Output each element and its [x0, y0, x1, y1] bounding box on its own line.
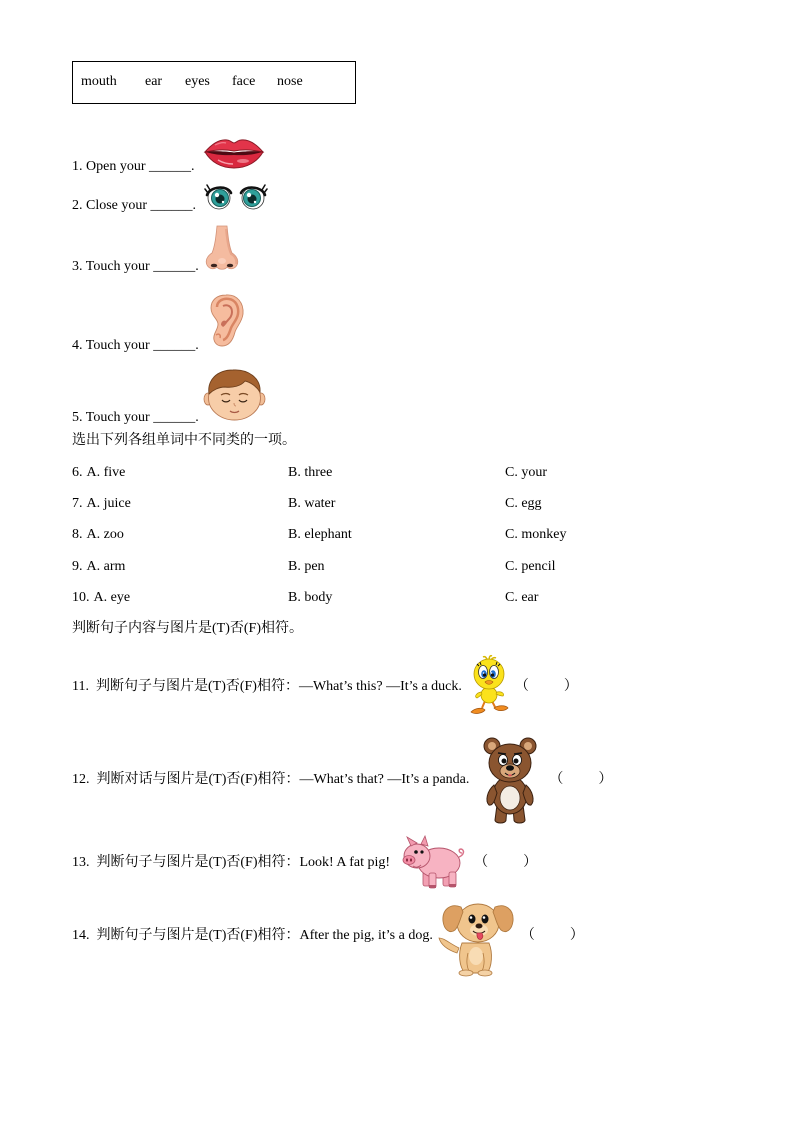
question-number: 7. — [72, 496, 83, 511]
question-number: 8. — [72, 527, 83, 542]
ear-icon — [207, 293, 245, 348]
section-instruction: 判断句子内容与图片是(T)否(F)相符。 — [72, 621, 303, 636]
question-number: 14. — [72, 928, 90, 943]
question-text: 5. Touch your ______. — [72, 410, 199, 425]
question-number: 9. — [72, 559, 83, 574]
face-icon — [203, 368, 266, 421]
question-text: 判断句子与图片是(T)否(F)相符：Look! A fat pig! — [96, 854, 391, 870]
option-text: A. zoo — [86, 527, 124, 542]
option-b: B. pen — [288, 559, 325, 574]
question-text: 2. Close your ______. — [72, 198, 197, 213]
word-bank-word: eyes — [185, 74, 210, 89]
word-bank — [72, 61, 356, 104]
true-false-question — [72, 835, 537, 890]
fill-in-question — [72, 258, 199, 276]
answer-blank: （ ） — [514, 679, 578, 694]
option-c: C. monkey — [505, 527, 567, 542]
question-text: 判断句子与图片是(T)否(F)相符：—What’s this? —It’s a duck. — [95, 679, 462, 694]
option-text: A. juice — [86, 496, 131, 511]
option-a — [72, 526, 288, 544]
fill-in-question — [72, 197, 196, 215]
question-number: 6. — [72, 465, 83, 480]
true-false-question — [72, 655, 578, 719]
answer-blank: （ ） — [474, 854, 538, 870]
option-a — [72, 495, 288, 513]
answer-blank: （ ） — [549, 772, 613, 787]
choice-question — [72, 589, 722, 607]
question-text: 判断对话与图片是(T)否(F)相符：—What’s that? —It’s a panda. — [96, 772, 470, 787]
choice-question — [72, 495, 722, 513]
answer-blank: （ ） — [520, 928, 584, 943]
lips-icon — [203, 137, 265, 170]
option-b: B. water — [288, 496, 336, 511]
option-b: B. three — [288, 465, 333, 480]
question-number: 10. — [72, 590, 90, 605]
question-number: 12. — [72, 772, 90, 787]
dog-icon — [435, 895, 515, 977]
true-false-question — [72, 895, 584, 977]
pig-icon — [401, 835, 466, 890]
fill-in-question — [72, 409, 199, 427]
option-a — [72, 589, 288, 607]
option-c: C. pencil — [505, 559, 556, 574]
option-a — [72, 558, 288, 576]
choice-question — [72, 464, 722, 482]
choice-question — [72, 526, 722, 544]
option-text: A. eye — [93, 590, 131, 605]
nose-icon — [204, 225, 240, 272]
question-text: 1. Open your ______. — [72, 159, 195, 174]
bear-icon — [481, 735, 539, 825]
question-text: 3. Touch your ______. — [72, 259, 199, 274]
fill-in-question — [72, 158, 195, 176]
question-number: 13. — [72, 854, 90, 870]
word-bank-word: mouth — [81, 74, 117, 89]
question-text: 4. Touch your ______. — [72, 338, 199, 353]
question-text: 判断句子与图片是(T)否(F)相符：After the pig, it’s a dog. — [96, 928, 433, 943]
section-instruction: 选出下列各组单词中不同类的一项。 — [72, 433, 296, 448]
word-bank-word: ear — [145, 74, 163, 89]
true-false-question — [72, 735, 612, 825]
option-a — [72, 464, 288, 482]
option-c: C. egg — [505, 496, 542, 511]
question-number: 11. — [72, 679, 89, 694]
option-c: C. your — [505, 465, 547, 480]
option-b: B. elephant — [288, 527, 352, 542]
fill-in-question — [72, 337, 199, 355]
eyes-icon — [204, 181, 268, 211]
option-c: C. ear — [505, 590, 539, 605]
duck-icon — [467, 655, 511, 719]
choice-question — [72, 558, 722, 576]
word-bank-word: nose — [277, 74, 303, 89]
option-text: A. arm — [86, 559, 126, 574]
word-bank-word: face — [232, 74, 256, 89]
option-text: A. five — [86, 465, 126, 480]
option-b: B. body — [288, 590, 333, 605]
